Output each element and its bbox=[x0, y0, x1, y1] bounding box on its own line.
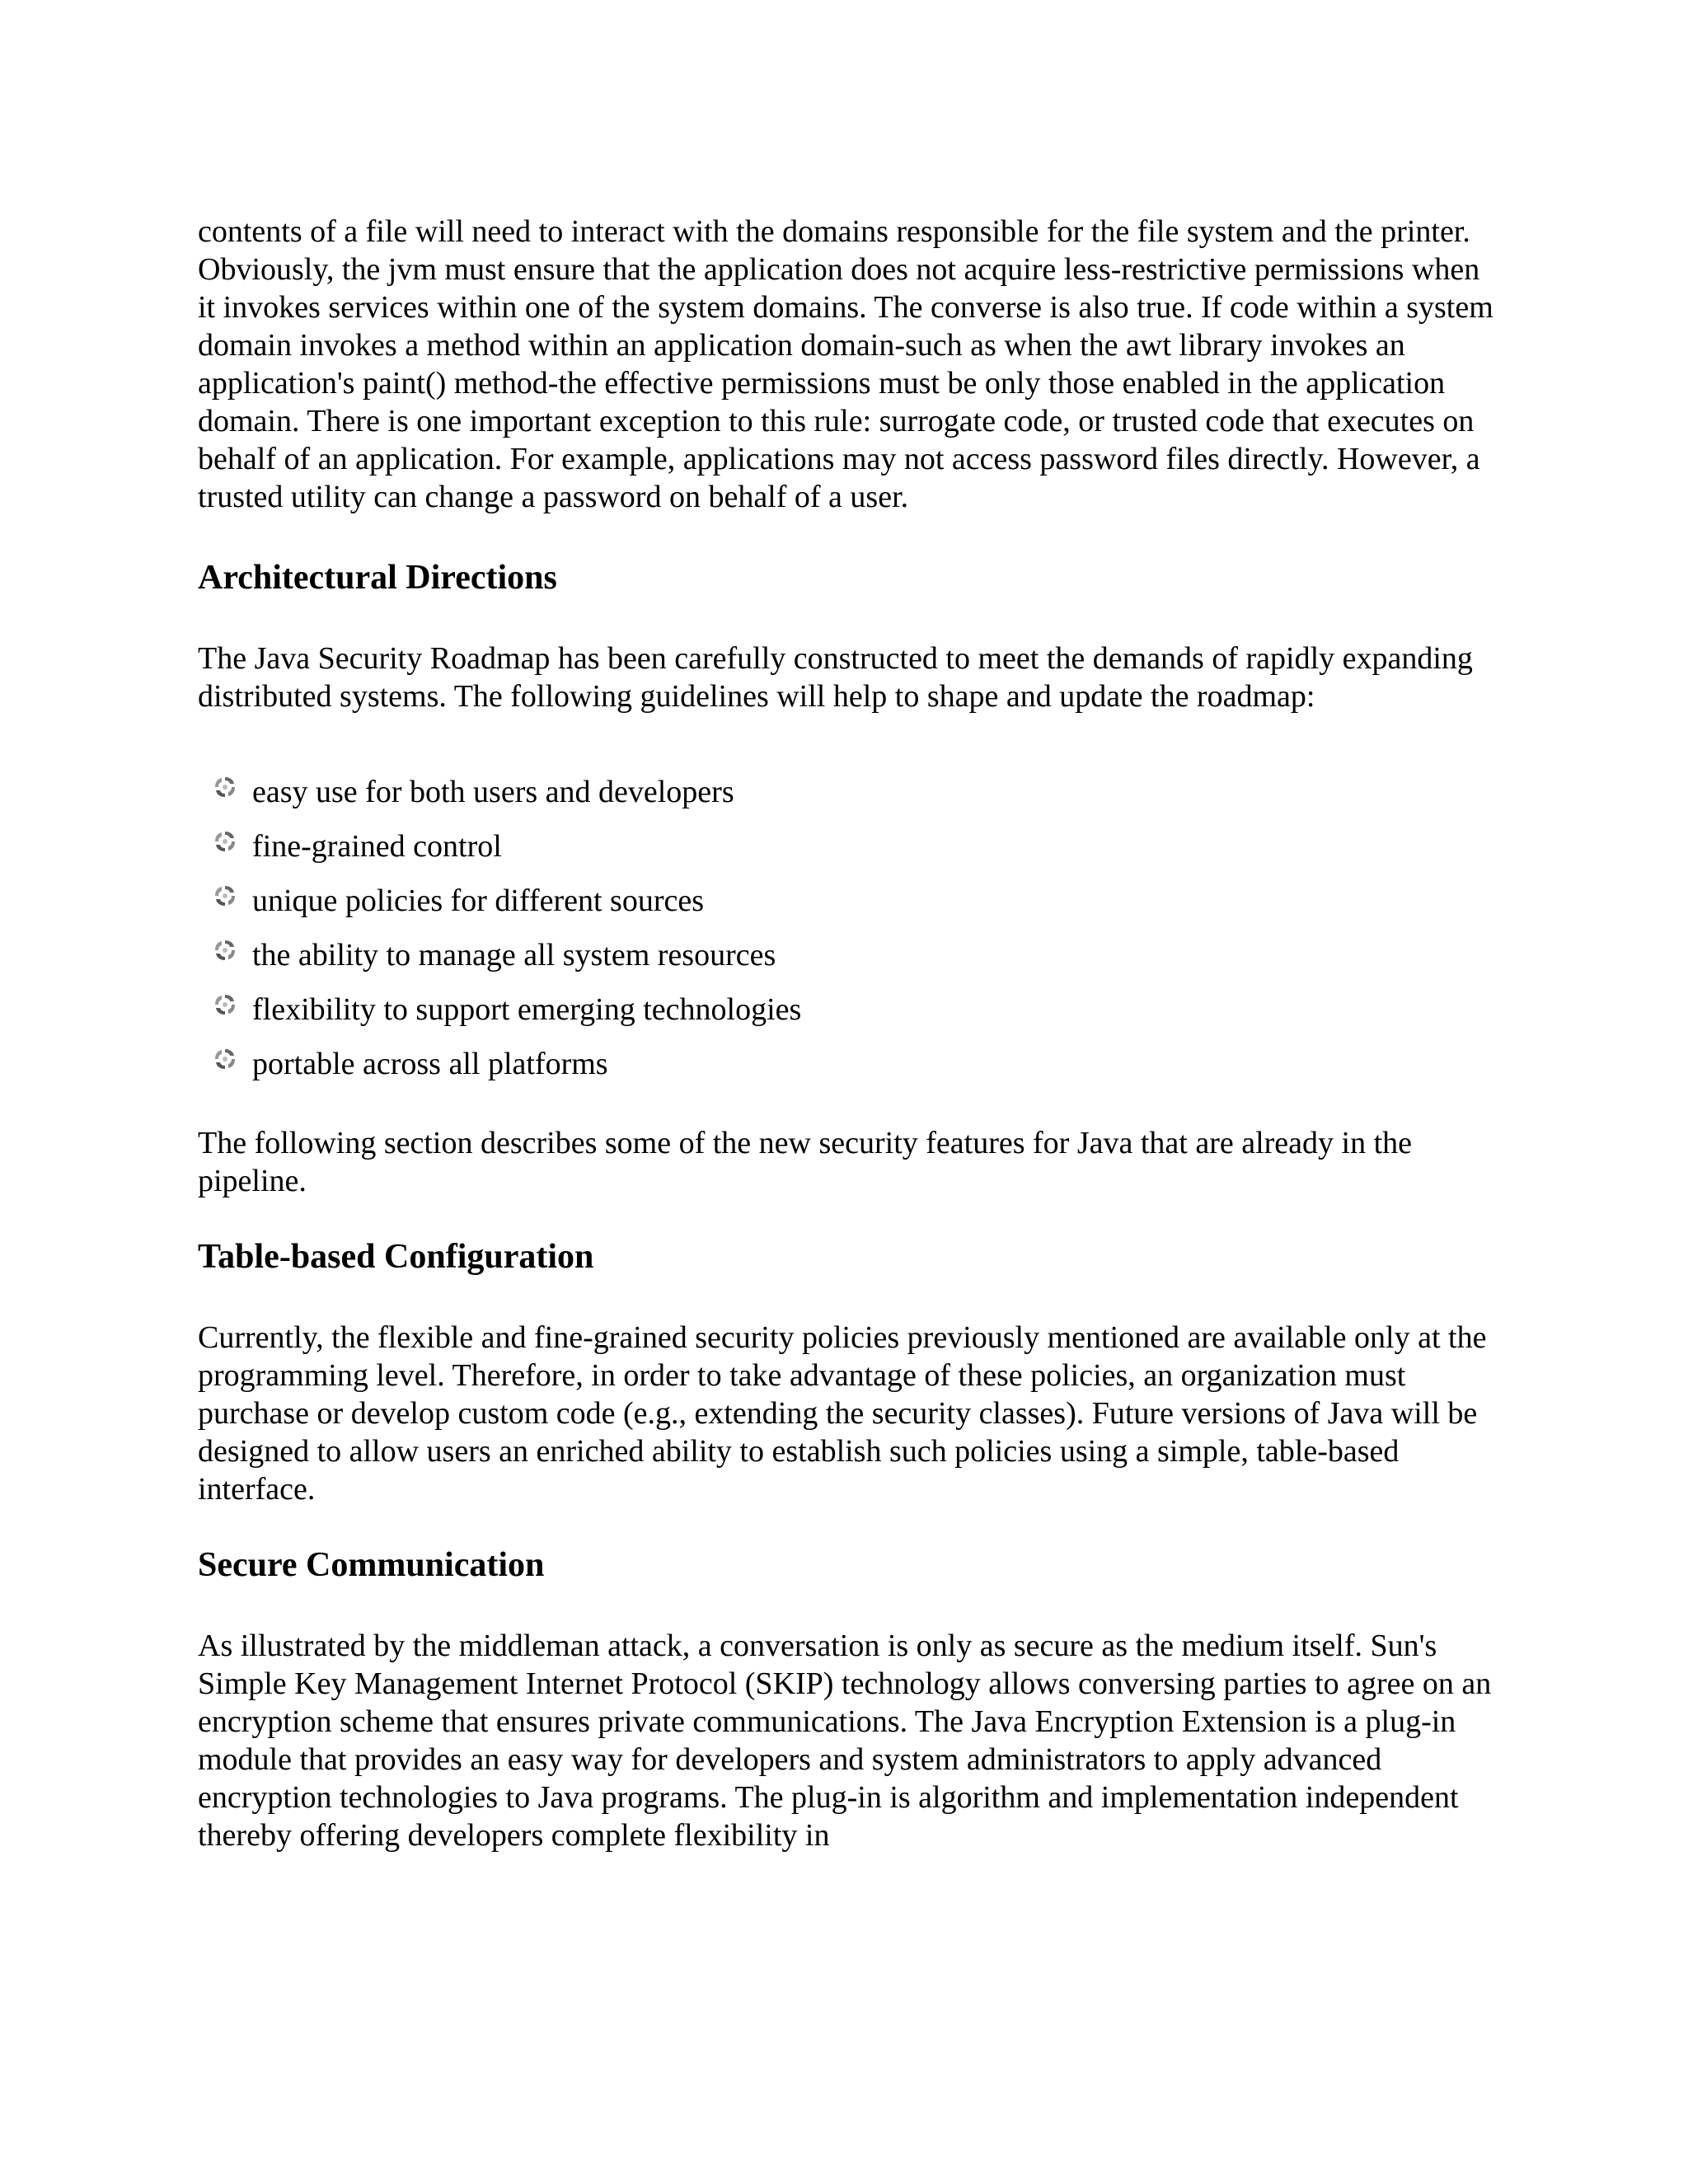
swirl-bullet-icon bbox=[213, 883, 237, 908]
list-item bbox=[213, 1045, 1500, 1083]
list-item-text: flexibility to support emerging technologies bbox=[252, 992, 802, 1027]
list-item-text: the ability to manage all system resources bbox=[252, 938, 776, 972]
document-page bbox=[198, 213, 1500, 1854]
roadmap-paragraph: The Java Security Roadmap has been carefully constructed to meet the demands of rapidly expanding distributed systems. The following guidelines will help to shape and update the roadmap: bbox=[198, 641, 1473, 714]
list-item bbox=[213, 936, 1500, 974]
list-item bbox=[213, 882, 1500, 920]
swirl-bullet-icon bbox=[213, 1047, 237, 1071]
swirl-bullet-icon bbox=[213, 775, 237, 799]
list-item bbox=[213, 773, 1500, 811]
swirl-bullet-icon bbox=[213, 938, 237, 963]
list-item-text: easy use for both users and developers bbox=[252, 775, 734, 809]
intro-paragraph: contents of a file will need to interact with the domains responsible for the file system and the printer. Obviously, the jvm must ensure that the application does not acquire less-restrictive permissions when it invokes services within one of the system domains. The converse is also true. If code within a system domain invokes a method within an application domain-such as when the awt library invokes an application's paint() method-the effective permissions must be only those enabled in the application domain. There is one important exception to this rule: surrogate code, or trusted code that executes on behalf of an application. For example, applications may not access password files directly. However, a trusted utility can change a password on behalf of a user. bbox=[198, 214, 1493, 514]
heading-architectural-directions: Architectural Directions bbox=[198, 559, 557, 597]
list-item-text: unique policies for different sources bbox=[252, 883, 705, 918]
heading-table-based-configuration: Table-based Configuration bbox=[198, 1238, 594, 1276]
list-item-text: fine-grained control bbox=[252, 829, 502, 864]
guidelines-list bbox=[198, 773, 1500, 1083]
swirl-bullet-icon bbox=[213, 829, 237, 854]
list-item bbox=[213, 991, 1500, 1029]
following-section-paragraph: The following section describes some of the new security features for Java that are already in the pipeline. bbox=[198, 1126, 1413, 1198]
list-item bbox=[213, 827, 1500, 865]
table-config-paragraph: Currently, the flexible and fine-grained security policies previously mentioned are available only at the programming level. Therefore, in order to take advantage of these policies, an organization must purchase or develop custom code (e.g., extending the security classes). Future versions of Java will be designed to allow users an enriched ability to establish such policies using a simple, table-based interface. bbox=[198, 1320, 1487, 1507]
secure-communication-paragraph: As illustrated by the middleman attack, a conversation is only as secure as the medium itself. Sun's Simple Key Management Internet Protocol (SKIP) technology allows conversing parties to agree on an encryption scheme that ensures private communications. The Java Encryption Extension is a plug-in module that provides an easy way for developers and system administrators to apply advanced encryption technologies to Java programs. The plug-in is algorithm and implementation independent thereby offering developers complete flexibility in bbox=[198, 1629, 1492, 1853]
heading-secure-communication: Secure Communication bbox=[198, 1546, 545, 1584]
swirl-bullet-icon bbox=[213, 992, 237, 1017]
list-item-text: portable across all platforms bbox=[252, 1047, 608, 1081]
